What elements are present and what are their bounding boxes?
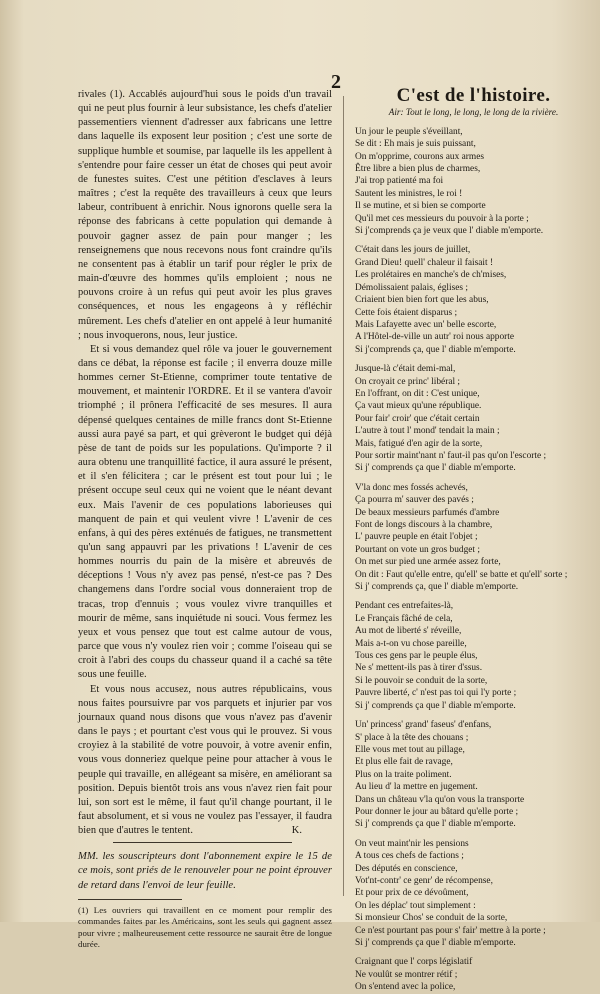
editorial-column (78, 88, 332, 951)
verse-line: Si monsieur Chos' se conduit de la sorte, (355, 913, 508, 924)
verse-line: Être libre a bien plus de charmes, (355, 164, 481, 175)
verse-line: Plus on la traite poliment. (355, 769, 452, 780)
verse-line: Pourtant on vote un gros budget ; (355, 544, 480, 555)
verse-line: Pour donner le jour au bâtard qu'elle porte ; (355, 806, 519, 817)
stanza (355, 600, 592, 712)
stanza (355, 956, 592, 993)
verse-line: Démolissaient palais, églises ; (355, 282, 468, 293)
verse-line: Au mot de liberté s' réveille, (355, 626, 462, 637)
stanza (355, 482, 592, 594)
verse-line: Si j' comprends ça que l' diable m'emporte. (355, 700, 516, 711)
verse-line: Vot'nt-contr' ce genr' de récompense, (355, 875, 493, 886)
footnote: (1) Les ouvriers qui travaillent en ce moment pour remplir des commandes faites par les Américains, sont les seuls qui gagnent assez pour vivre ; malheureusement cette ressource ne saurait être de longue durée. (78, 904, 332, 950)
verse-line: Criaient bien bien fort que les abus, (355, 295, 489, 306)
verse-line: Grand Dieu! quell' chaleur il faisait ! (355, 257, 494, 268)
stanza (355, 126, 592, 238)
verse-line: Des députés en conscience, (355, 863, 458, 874)
verse-line: L' pauvre peuple en était l'objet ; (355, 532, 478, 543)
editorial-paragraph-3 (78, 683, 332, 839)
verse-line: Si le pouvoir se conduit de la sorte, (355, 675, 488, 686)
verse-line: A l'Hôtel-de-ville un autr' roi nous apporte (355, 332, 515, 343)
verse-line: Il se mutine, et si bien se comporte (355, 201, 486, 212)
verse-line: Au lieu d' la mettre en jugement. (355, 782, 478, 793)
verse-line: Pour sortir maint'nant n' faut-il pas qu'on l'escorte ; (355, 450, 547, 461)
verse-line: Mais, fatigué d'en agir de la sorte, (355, 438, 483, 449)
verse-line: Mais a-t-on vu chose pareille, (355, 638, 467, 649)
editorial-paragraph-1: rivales (1). Accablés aujourd'hui sous le poids d'un travail qui ne peut plus fournir à leur subsistance, les chefs d'atelier passementiers viennent d'adresser aux fabricans une lettre dans laquelle ils exposent leur position ; c'est une sorte de supplique humble et soumise, par laquelle ils les appellent à s'entendre pour faire cesser un état de choses qui peut avoir de funestes suites. C'est une pétition d'esclaves à leurs maîtres ; c'est la requête des travailleurs à ceux que leurs labeur, contribuent à enrichir. Nous ignorons quelle sera la réponse des fabricans à cette population qui demande à pouvoir gagner assez de pain pour manger ; les renseignemens que nous recevons nous font craindre qu'ils ne consentent pas à établir un tarif pour régler le prix de main-d'œuvre des hommes qu'ils emploient ; nous ne pouvons croire à un refus qui peut avoir les plus graves conséquences, et nous les engageons à y réfléchir mûrement. Les chefs d'atelier en ont appelé à leur humanité ; nous invoquerons, nous, leur justice. (78, 89, 332, 341)
verse-line: Se dit : Eh mais je suis puissant, (355, 139, 476, 150)
verse-line: Sautent les ministres, le roi ! (355, 188, 463, 199)
verse-line: Pendant ces entrefaites-là, (355, 601, 454, 612)
verse-line: Si j' comprends ça que l' diable m'emporte. (355, 463, 516, 474)
verse-line: Elle vous met tout au pillage, (355, 744, 465, 755)
verse-line: On veut maint'nir les pensions (355, 838, 469, 849)
verse-line: Si j' comprends ça que l' diable m'emporte. (355, 938, 516, 948)
verse-line: Un jour le peuple s'éveillant, (355, 126, 463, 137)
verse-line: C'était dans les jours de juillet, (355, 245, 471, 256)
verse-line: On met sur pied une armée assez forte, (355, 557, 501, 568)
verse-line: J'ai trop patienté ma foi (355, 176, 444, 187)
verse-line: V'la donc mes fossés achevés, (355, 482, 468, 493)
verse-line: Un' princess' grand' faseus' d'enfans, (355, 720, 492, 731)
verse-line: Ce n'est pourtant pas pour s' fair' mettre à la porte ; (355, 925, 546, 936)
song-title: C'est de l'histoire. (396, 85, 551, 106)
verse-line: Dans un château v'la qu'on vous la transporte (355, 794, 525, 805)
subscriber-notice: MM. les souscripteurs dont l'abonnement expire le 15 de ce mois, sont priés de le renouveler pour ne point éprouver de retard dans l'envoi de leur feuille. (78, 851, 332, 891)
verse-line: Si j' comprends ça que l' diable m'emporte. (355, 819, 516, 830)
verse-line: S' place à la tête des chouans ; (355, 732, 469, 743)
verse-line: Ça vaut mieux qu'une république. (355, 401, 482, 412)
verse-line: De beaux messieurs parfumés d'ambre (355, 507, 500, 518)
column-divider (343, 96, 344, 896)
verse-line: Et plus elle fait de ravage, (355, 757, 453, 768)
verse-line: On m'opprime, courons aux armes (355, 151, 485, 162)
stanza (355, 719, 592, 831)
stanza (355, 838, 592, 950)
verse-line: Mais Lafayette avec un' belle escorte, (355, 319, 497, 330)
verse-line: Pauvre liberté, c' n'est pas toi qui l'y porte ; (355, 688, 517, 699)
verse-line: En l'offrant, on dit : C'est unique, (355, 388, 480, 399)
verse-line: Et pour prix de ce dévoûment, (355, 888, 469, 899)
stanza (355, 363, 592, 475)
verse-line: Si j'comprends ça, que l' diable m'emporte. (355, 344, 516, 355)
editorial-paragraph-3-text: Et vous nous accusez, nous autres républicains, vous nous faites poursuivre par vos parquets et injurier par vos journaux quand nous disons que vous n'avez pas d'avenir dans le pays ; et pourtant c'est vous qui le prouvez. Si vous croyiez à la stabilité de votre pouvoir, à votre avenir enfin, vous vous donneriez quelque peine pour attacher à vous le peuple qui travaille, en allégeant sa misère, en améliorant sa position. Depuis bientôt trois ans vous n'avez rien fait pour lui, son sort est le même, il faut qu'il change pourtant, il le faut absolument, et si vous ne voulez pas l'essayer, il faudra bien que d'autres le tentent. (78, 683, 332, 837)
song-stanzas (355, 126, 592, 994)
verse-line: Pour fair' croir' que c'était certain (355, 413, 480, 424)
verse-line: Craignant que l' corps législatif (355, 957, 473, 968)
verse-line: L'autre à tout l' mond' tendait la main ; (355, 426, 500, 437)
verse-line: Les prolétaires en manche's de ch'mises, (355, 270, 507, 281)
verse-line: Tous ces gens par le peuple élus, (355, 651, 478, 662)
verse-line: Ne s' mettent-ils pas à tirer d'ssus. (355, 663, 483, 674)
verse-line: A tous ces chefs de factions ; (355, 851, 464, 862)
verse-line: Si j'comprends ça je veux que l' diable m'emporte. (355, 226, 544, 237)
verse-line: Jusque-là c'était demi-mal, (355, 364, 456, 375)
verse-line: Font de longs discours à la chambre, (355, 520, 493, 530)
song-air: Air: Tout le long, le long, le long de la rivière. (388, 107, 559, 118)
verse-line: On dit : Faut qu'elle entre, qu'ell' se batte et qu'ell' sorte ; (355, 569, 568, 580)
editorial-paragraph-2: Et si vous demandez quel rôle va jouer le gouvernement dans ce débat, la réponse est facile ; il enverra douze mille hommes cerner St-Etienne, comprimer toute tentative de mouvement, et maintenir l'ORDRE. Et il se vantera d'avoir triomphé ; il prônera l'efficacité de ses mesures. Il aura dépensé quelques centaines de mille francs dont St-Etienne aussi aura payé sa part, et qui grèveront le budget qui déjà pèse de tant de poids sur les populations. Qu'importe ? il aura obtenu une tranquillité factice, il aura assuré le présent, et il s'en félicitera ; car le présent est tout pour lui ; le présent occupe seul ceux qui ne voient que le néant devant eux. Mais l'avenir de ces populations laborieuses qui manquent de pain et qui veulent vivre ! L'avenir de ces enfans, à qui des pères exténués de fatigues, ne transmettent qu'un sang appauvri par les privations ! L'avenir de ces hommes nourris du pain de la misère et abreuvés de déceptions ! Vous n'y avez pas pensé, n'est-ce pas ? Des changemens dans l'ordre social vous donneraient trop de tracas, trop d'ennuis ; vous voulez vivre tranquilles et mourir de même, sans inquiétude ni souci. Vous fermez les yeux et vous pensez que tout est calme autour de vous, parce que vous n'y voulez rien voir ; comme l'oiseau qui se croit à l'abri des coups du chasseur quand il a caché sa tête sous une feuille. (78, 343, 332, 681)
footnote-rule (78, 899, 182, 900)
verse-line: Ne voulût se montrer rétif ; (355, 969, 458, 980)
verse-line: Qu'il met ces messieurs du pouvoir à la porte ; (355, 213, 529, 224)
author-signature: K. (291, 825, 302, 837)
verse-line: On s'entend avec la police, (355, 982, 456, 993)
verse-line: Ça pourra m' sauver des pavés ; (355, 495, 474, 506)
separator-rule (113, 842, 292, 843)
verse-line: Si j' comprends ça, que l' diable m'emporte. (355, 582, 519, 593)
page-number: 2 (331, 71, 341, 93)
verse-line: Cette fois étaient disparus ; (355, 307, 458, 318)
song-column (355, 85, 592, 994)
verse-line: On les déplac' tout simplement : (355, 900, 476, 911)
verse-line: Le Français fâché de cela, (355, 613, 453, 624)
stanza (355, 244, 592, 356)
verse-line: On croyait ce princ' libéral ; (355, 376, 461, 387)
